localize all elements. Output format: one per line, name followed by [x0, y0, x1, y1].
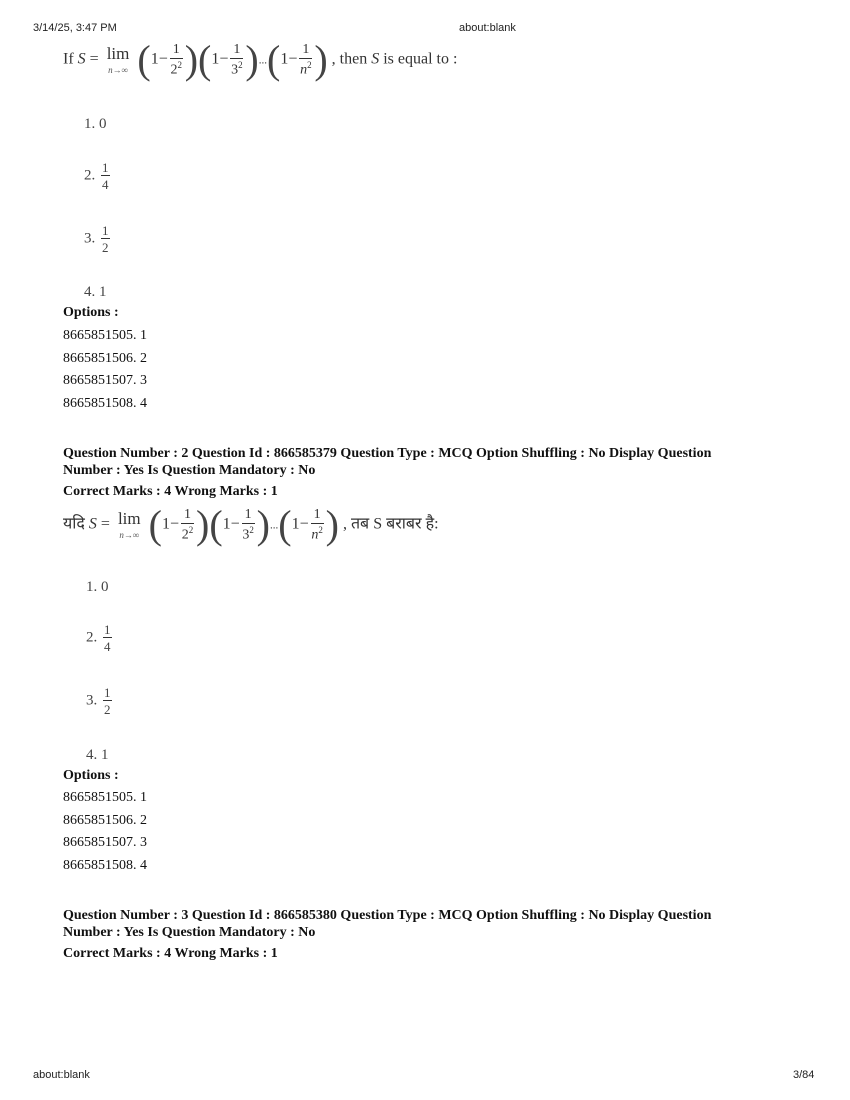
q1-options-label: Options :	[63, 305, 119, 320]
q1-option-id-4: 8665851508. 4	[63, 396, 147, 411]
limit-operator	[107, 45, 130, 75]
fraction: $\frac{1}{3^2}$	[242, 506, 254, 543]
q2-prefix: यदि	[63, 515, 85, 533]
q1-question-equation: If S = lim n→∞ (1− $\frac{1}{2^2}$ )(1− $\frac{1}{3^2}$ )...(1− $\frac{1}{n^2}$ ) , then S is equal to :	[63, 37, 458, 82]
fraction: $\frac{1}{2^2}$	[181, 506, 194, 543]
print-url: about:blank	[459, 22, 516, 34]
limit-operator: lim n→∞	[117, 509, 141, 540]
q2-options-label: Options :	[63, 768, 119, 783]
q1-option-1: 1. 0	[84, 116, 107, 132]
q2-option-2: 2. $\frac{1}{4}$	[86, 622, 111, 654]
q2-suffix: , तब S बराबर है:	[342, 515, 439, 533]
fraction: $\frac{1}{n^2}$	[311, 506, 323, 543]
q1-option-3: 3. $\frac{1}{2}$	[84, 223, 109, 255]
math-s: S	[77, 50, 86, 68]
q2-option-4: 4. 1	[86, 747, 109, 763]
q2-option-id-2: 8665851506. 2	[63, 813, 147, 828]
print-datetime: 3/14/25, 3:47 PM	[33, 22, 117, 34]
q2-marks: Correct Marks : 4 Wrong Marks : 1	[63, 484, 278, 499]
footer-page-number: 3/84	[793, 1069, 815, 1081]
q2-meta	[63, 445, 783, 500]
q3-meta-line1: Question Number : 3 Question Id : 866585380 Question Type : MCQ Option Shuffling : No Display Question	[63, 908, 712, 923]
q2-option-id-3: 8665851507. 3	[63, 835, 147, 850]
q3-marks: Correct Marks : 4 Wrong Marks : 1	[63, 946, 278, 961]
fraction: $\frac{1}{2^2}$	[170, 41, 182, 78]
q2-meta-line2: Number : Yes Is Question Mandatory : No	[63, 463, 316, 478]
lim-subscript: n→∞	[108, 65, 128, 75]
q2-question-equation: यदि S = lim n→∞ (1− $\frac{1}{2^2}$ )(1− $\frac{1}{3^2}$ )...(1− $\frac{1}{n^2}$ ) , तब S बराबर है:	[63, 502, 439, 547]
q1-option-2: 2. $\frac{1}{4}$	[84, 160, 109, 192]
q1-option-id-3: 8665851507. 3	[63, 373, 147, 388]
q1-suffix-b: is equal to :	[383, 50, 458, 68]
q3-meta-line2: Number : Yes Is Question Mandatory : No	[63, 925, 316, 940]
lim-label: lim	[106, 44, 130, 63]
q2-option-3: 3. $\frac{1}{2}$	[86, 685, 111, 717]
q2-option-1: 1. 0	[86, 579, 109, 595]
footer-url: about:blank	[33, 1069, 90, 1081]
q3-meta	[63, 907, 783, 962]
q1-option-id-1: 8665851505. 1	[63, 328, 147, 343]
fraction: $\frac{1}{n^2}$	[300, 41, 312, 78]
q1-option-4: 4. 1	[84, 284, 107, 300]
q2-option-id-1: 8665851505. 1	[63, 790, 147, 805]
q2-meta-line1: Question Number : 2 Question Id : 866585379 Question Type : MCQ Option Shuffling : No Display Question	[63, 446, 712, 461]
fraction: $\frac{1}{3^2}$	[231, 41, 243, 78]
q1-prefix: If	[63, 50, 74, 68]
math-equals: =	[89, 50, 99, 68]
q1-option-id-2: 8665851506. 2	[63, 351, 147, 366]
q2-option-id-4: 8665851508. 4	[63, 858, 147, 873]
q1-suffix-a: , then	[331, 50, 368, 68]
